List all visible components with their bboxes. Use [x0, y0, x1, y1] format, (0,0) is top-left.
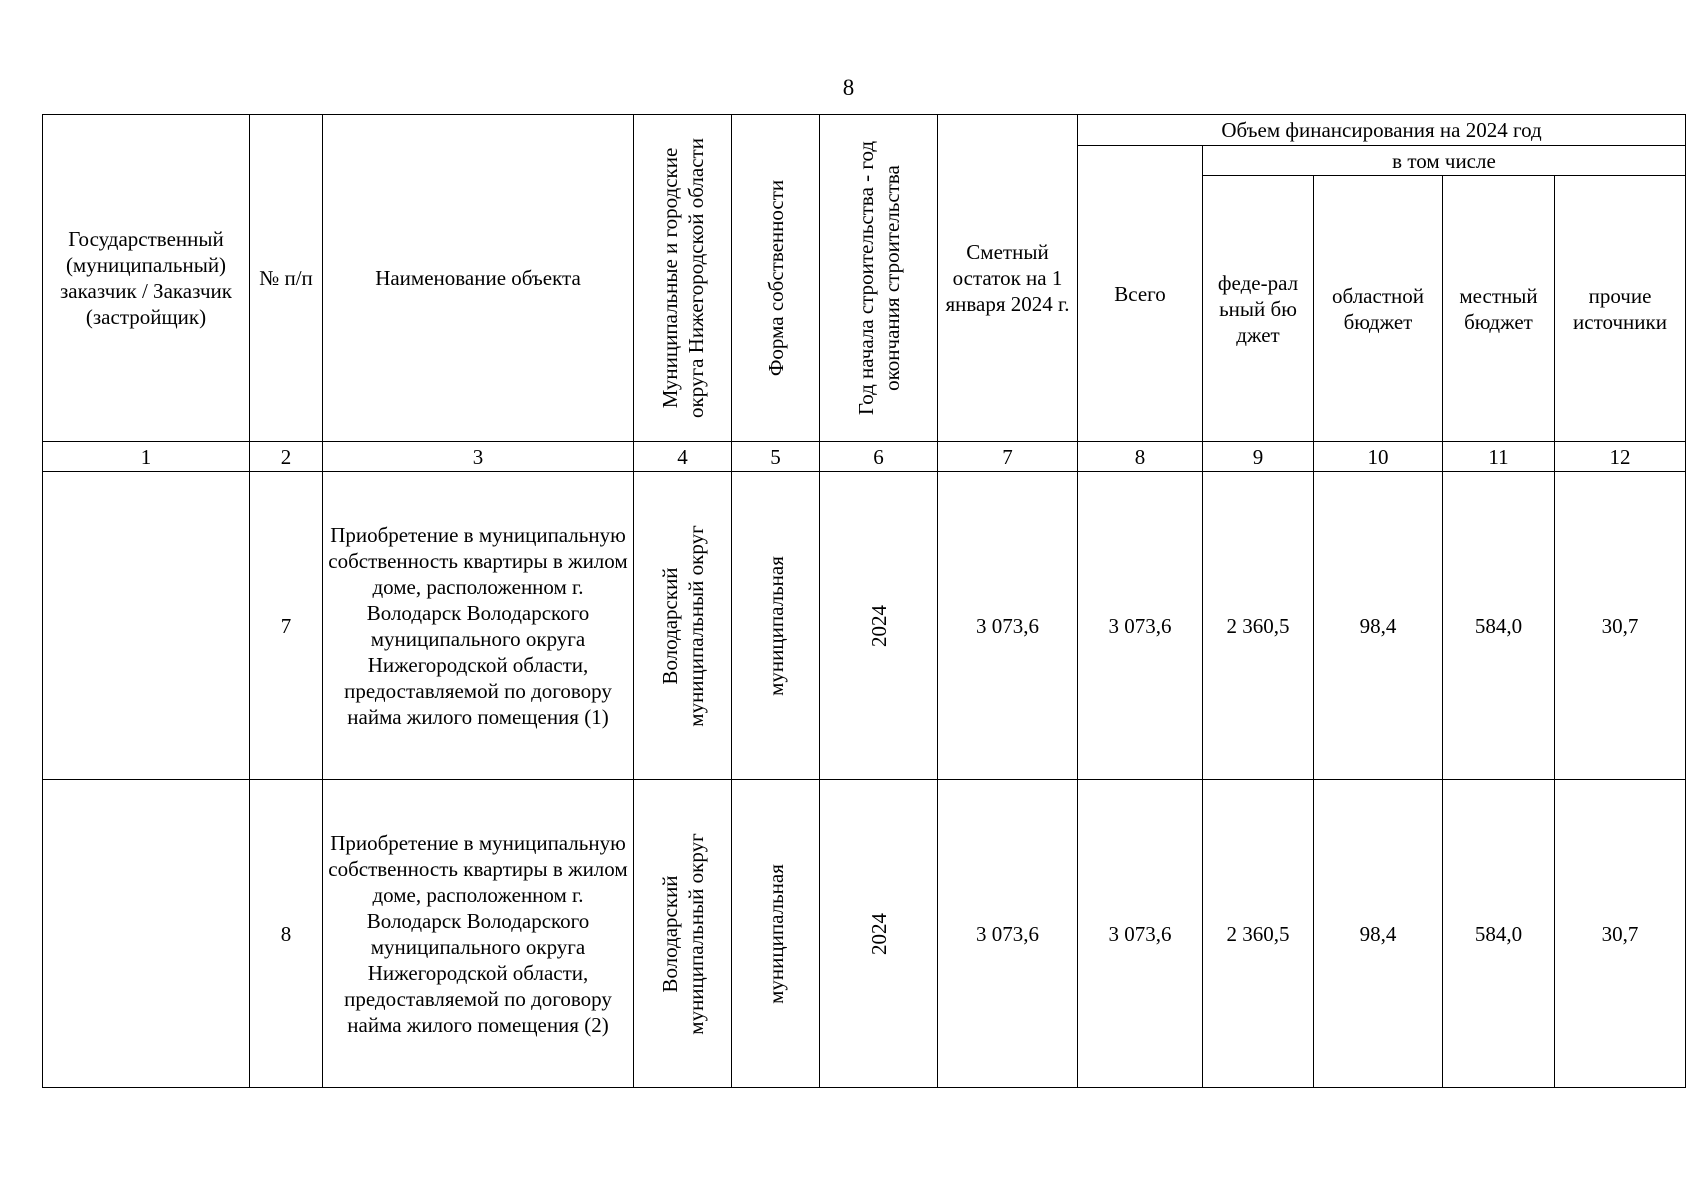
header-years: Год начала строительства - год окончания строительства: [820, 115, 938, 442]
column-number: 12: [1555, 442, 1686, 472]
cell-customer: [43, 472, 250, 780]
cell-ownership: муниципальная: [732, 780, 820, 1088]
column-number: 1: [43, 442, 250, 472]
cell-customer: [43, 780, 250, 1088]
column-number: 11: [1443, 442, 1555, 472]
column-number: 2: [250, 442, 323, 472]
header-municipality: Муниципальные и городские округа Нижегородской области: [634, 115, 732, 442]
cell-remainder: 3 073,6: [938, 472, 1078, 780]
header-local: местный бюджет: [1443, 176, 1555, 442]
column-number: 10: [1314, 442, 1443, 472]
column-numbers-row: [43, 442, 1686, 472]
column-number: 8: [1078, 442, 1203, 472]
cell-object-name: Приобретение в муниципальную собственность квартиры в жилом доме, расположенном г. Володарск Володарского муниципального округа Нижегородской области, предоставляемой по договору найма жилого помещения (1): [323, 472, 634, 780]
header-regional: областной бюджет: [1314, 176, 1443, 442]
column-number: 4: [634, 442, 732, 472]
cell-other: 30,7: [1555, 472, 1686, 780]
cell-federal: 2 360,5: [1203, 472, 1314, 780]
cell-remainder: 3 073,6: [938, 780, 1078, 1088]
header-other: прочие источники: [1555, 176, 1686, 442]
cell-ownership: муниципальная: [732, 472, 820, 780]
cell-years: 2024: [820, 472, 938, 780]
header-remainder: Сметный остаток на 1 января 2024 г.: [938, 115, 1078, 442]
cell-years: 2024: [820, 780, 938, 1088]
cell-local: 584,0: [1443, 780, 1555, 1088]
header-object-name: Наименование объекта: [323, 115, 634, 442]
table-row: [43, 472, 1686, 780]
column-number: 7: [938, 442, 1078, 472]
header-federal: феде-ральный бюджет: [1203, 176, 1314, 442]
cell-other: 30,7: [1555, 780, 1686, 1088]
header-row-1: [43, 115, 1686, 146]
cell-federal: 2 360,5: [1203, 780, 1314, 1088]
header-funding-group: Объем финансирования на 2024 год: [1078, 115, 1686, 146]
cell-municipality: Володарский муниципальный округ: [634, 472, 732, 780]
cell-local: 584,0: [1443, 472, 1555, 780]
cell-number: 7: [250, 472, 323, 780]
cell-regional: 98,4: [1314, 472, 1443, 780]
cell-total: 3 073,6: [1078, 472, 1203, 780]
header-ownership: Форма собственности: [732, 115, 820, 442]
header-number: № п/п: [250, 115, 323, 442]
cell-total: 3 073,6: [1078, 780, 1203, 1088]
page-number: 8: [842, 75, 855, 100]
header-total: Всего: [1078, 146, 1203, 442]
column-number: 5: [732, 442, 820, 472]
column-number: 6: [820, 442, 938, 472]
cell-object-name: Приобретение в муниципальную собственность квартиры в жилом доме, расположенном г. Володарск Володарского муниципального округа Нижегородской области, предоставляемой по договору найма жилого помещения (2): [323, 780, 634, 1088]
column-number: 3: [323, 442, 634, 472]
header-customer: Государственный (муниципальный) заказчик / Заказчик (застройщик): [43, 115, 250, 442]
cell-municipality: Володарский муниципальный округ: [634, 780, 732, 1088]
table-row: [43, 780, 1686, 1088]
financing-table: [42, 114, 1686, 1088]
cell-regional: 98,4: [1314, 780, 1443, 1088]
header-including: в том числе: [1203, 146, 1686, 176]
cell-number: 8: [250, 780, 323, 1088]
column-number: 9: [1203, 442, 1314, 472]
